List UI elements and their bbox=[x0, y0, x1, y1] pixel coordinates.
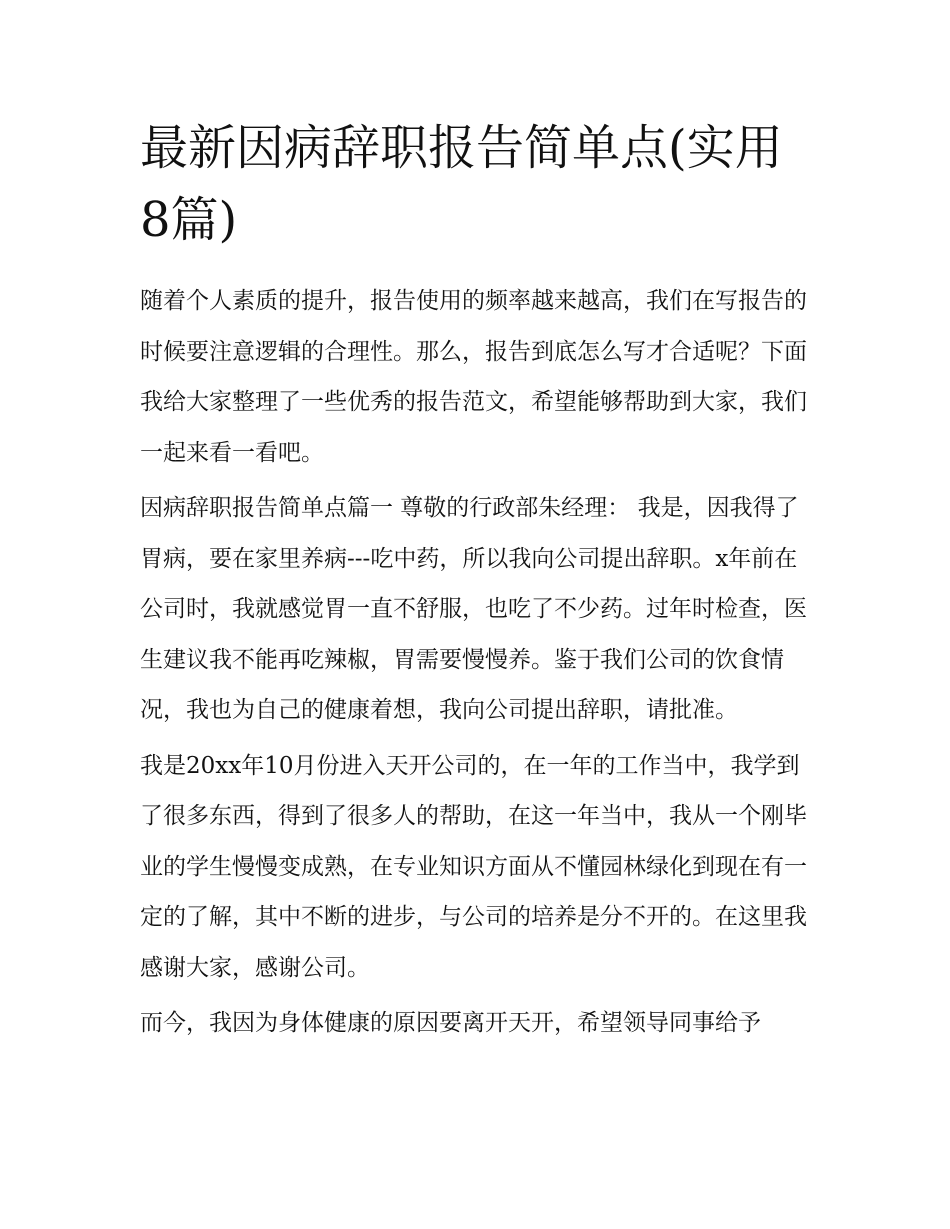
document-body bbox=[140, 112, 812, 1054]
document-title: 最新因病辞职报告简单点(实用8篇) bbox=[140, 120, 783, 248]
paragraph-intro: 随着个人素质的提升，报告使用的频率越来越高，我们在写报告的时候要注意逻辑的合理性。那么，报告到底怎么写才合适呢？下面我给大家整理了一些优秀的报告范文，希望能够帮助到大家，我们一起来看一看吧。 bbox=[140, 288, 807, 466]
paragraph-leaving: 而今，我因为身体健康的原因要离开天开，希望领导同事给予 bbox=[140, 1010, 761, 1036]
paragraph-work-experience: 我是20xx年10月份进入天开公司的，在一年的工作当中，我学到了很多东西，得到了很多人的帮助，在这一年当中，我从一个刚毕业的学生慢慢变成熟，在专业知识方面从不懂园林绿化到现在有一定的了解，其中不断的进步，与公司的培养是分不开的。在这里我感谢大家，感谢公司。 bbox=[140, 752, 807, 981]
paragraph-article-one: 因病辞职报告简单点篇一 尊敬的行政部朱经理： 我是，因我得了胃病，要在家里养病---吃中药，所以我向公司提出辞职。x年前在公司时，我就感觉胃一直不舒服，也吃了不少药。过年时检查，医生建议我不能再吃辣椒，胃需要慢慢养。鉴于我们公司的饮食情况，我也为自己的健康着想，我向公司提出辞职，请批准。 bbox=[140, 495, 807, 723]
